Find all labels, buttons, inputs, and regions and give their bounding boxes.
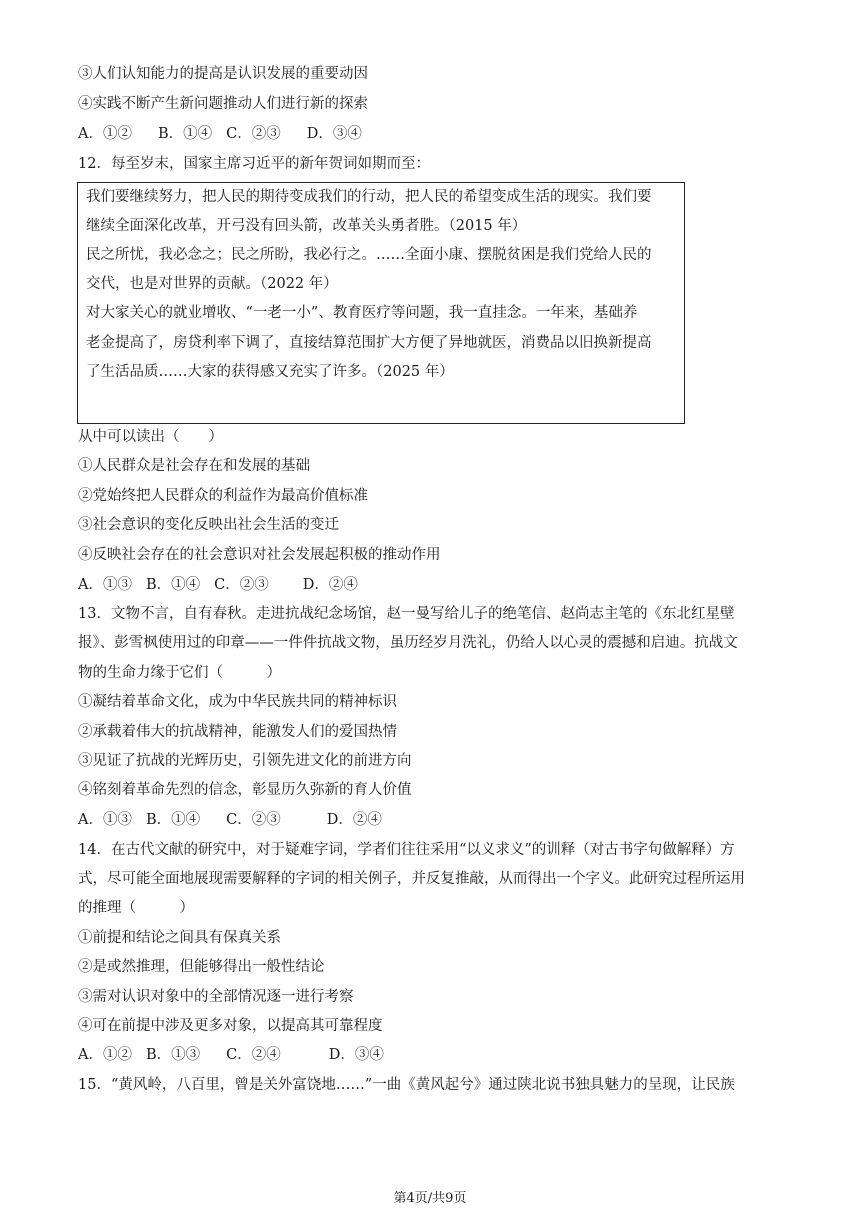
q11-option-d: D．③④ <box>306 126 362 142</box>
q14-option-a: A．①② <box>78 1047 132 1063</box>
q13-choice-2: ②承载着伟大的抗战精神，能激发人们的爱国热情 <box>78 724 397 740</box>
q11-option-a: A．①② <box>78 126 132 142</box>
q12-quote-line: 交代，也是对世界的贡献。（2022 年） <box>86 276 338 292</box>
q11-option-b: B．①④ <box>157 126 213 142</box>
q13-option-d: D．②④ <box>326 812 382 828</box>
q12-option-b: B．①④ <box>145 577 201 593</box>
q11-choice-4: ④实践不断产生新问题推动人们进行新的探索 <box>78 96 368 112</box>
q12-choice-2: ②党始终把人民群众的利益作为最高价值标准 <box>78 488 368 504</box>
q14-option-b: B．①③ <box>145 1047 201 1063</box>
q14-option-d: D．③④ <box>328 1047 384 1063</box>
q12-choice-3: ③社会意识的变化反映出社会生活的变迁 <box>78 517 339 533</box>
q13-choice-1: ①凝结着革命文化，成为中华民族共同的精神标识 <box>78 694 397 710</box>
q12-quote-line: 对大家关心的就业增收、“一老一小”、教育医疗等问题，我一直挂念。一年来，基础养 <box>86 305 638 321</box>
q14-option-c: C．②④ <box>226 1047 281 1063</box>
q12-option-d: D．②④ <box>302 577 358 593</box>
q14-options <box>78 1045 384 1065</box>
q13-stem-line-1: 13．文物不言，自有春秋。走进抗战纪念场馆，赵一曼写给儿子的绝笔信、赵尚志主笔的《东北红星壁 <box>78 606 735 622</box>
q12-quote-line: 了生活品质……大家的获得感又充实了许多。（2025 年） <box>86 364 454 380</box>
q13-options <box>78 810 382 830</box>
q12-quote-line: 继续全面深化改革，开弓没有回头箭，改革关头勇者胜。（2015 年） <box>86 218 527 234</box>
q12-stem: 12．每至岁末，国家主席习近平的新年贺词如期而至： <box>78 156 430 172</box>
q15-stem-line-1: 15．“黄风岭，八百里，曾是关外富饶地……”一曲《黄风起兮》通过陕北说书独具魅力的呈现，让民族 <box>78 1077 735 1093</box>
q12-choice-1: ①人民群众是社会存在和发展的基础 <box>78 458 310 474</box>
q11-options <box>78 124 362 144</box>
q14-choice-2: ②是或然推理，但能够得出一般性结论 <box>78 959 325 975</box>
q12-quote-line: 老金提高了，房贷利率下调了，直接结算范围扩大方便了异地就医，消费品以旧换新提高 <box>86 335 652 351</box>
q14-choice-1: ①前提和结论之间具有保真关系 <box>78 930 281 946</box>
q13-option-c: C．②③ <box>226 812 281 828</box>
q12-choice-4: ④反映社会存在的社会意识对社会发展起积极的推动作用 <box>78 547 441 563</box>
q11-option-c: C．②③ <box>226 126 281 142</box>
q14-stem-line-3: 的推理（ ） <box>78 900 194 916</box>
q12-option-c: C．②③ <box>214 577 269 593</box>
q13-option-a: A．①③ <box>78 812 132 828</box>
q13-choice-3: ③见证了抗战的光辉历史，引领先进文化的前进方向 <box>78 753 412 769</box>
q13-stem-line-3: 物的生命力缘于它们（ ） <box>78 665 281 681</box>
q12-quote-line: 民之所忧，我必念之；民之所盼，我必行之。……全面小康、摆脱贫困是我们党给人民的 <box>86 247 652 263</box>
q12-ask: 从中可以读出（ ） <box>78 429 223 445</box>
q13-choice-4: ④铭刻着革命先烈的信念，彰显历久弥新的育人价值 <box>78 782 412 798</box>
q14-stem-line-2: 式，尽可能全面地展现需要解释的字词的相关例子，并反复推敲，从而得出一个字义。此研究过程所运用 <box>78 871 745 887</box>
q13-stem-line-2: 报》、彭雪枫使用过的印章——一件件抗战文物，虽历经岁月洗礼，仍给人以心灵的震撼和启迪。抗战文 <box>78 635 738 651</box>
q14-stem-line-1: 14．在古代文献的研究中，对于疑难字词，学者们往往采用“以义求义”的训释（对古书字句做解释）方 <box>78 842 735 858</box>
q12-quote-box <box>77 182 685 424</box>
q14-choice-4: ④可在前提中涉及更多对象，以提高其可靠程度 <box>78 1018 383 1034</box>
q11-choice-3: ③人们认知能力的提高是认识发展的重要动因 <box>78 66 368 82</box>
q12-option-a: A．①③ <box>78 577 132 593</box>
q12-options <box>78 575 358 595</box>
q13-option-b: B．①④ <box>145 812 201 828</box>
page-number: 第4页/共9页 <box>393 1191 467 1206</box>
q12-quote-line: 我们要继续努力，把人民的期待变成我们的行动，把人民的希望变成生活的现实。我们要 <box>86 189 652 205</box>
q14-choice-3: ③需对认识对象中的全部情况逐一进行考察 <box>78 989 354 1005</box>
